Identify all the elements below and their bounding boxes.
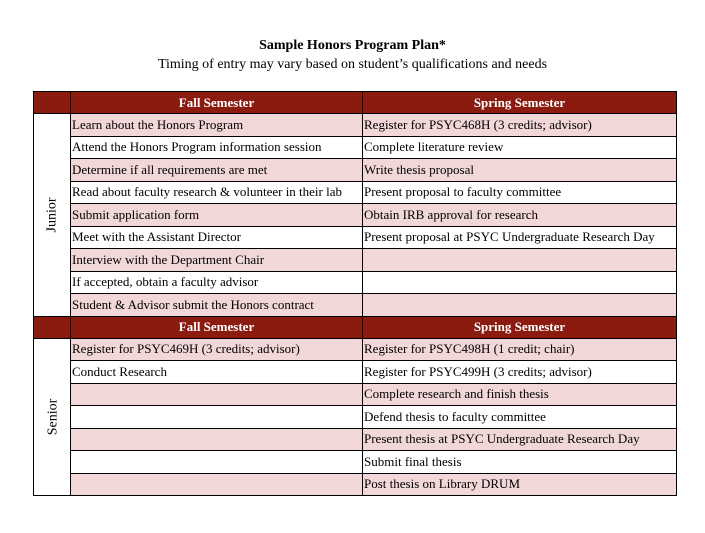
- spring-cell: Obtain IRB approval for research: [363, 204, 677, 227]
- spring-cell: Complete research and finish thesis: [363, 383, 677, 406]
- fall-cell: If accepted, obtain a faculty advisor: [71, 271, 363, 294]
- table-row: [34, 383, 677, 406]
- table-row: [34, 204, 677, 227]
- spring-cell: Register for PSYC499H (3 credits; advisor): [363, 361, 677, 384]
- spring-cell: Defend thesis to faculty committee: [363, 406, 677, 429]
- spring-cell: [363, 294, 677, 317]
- spring-cell: Write thesis proposal: [363, 159, 677, 182]
- table-row: [34, 361, 677, 384]
- fall-cell: Register for PSYC469H (3 credits; advisor): [71, 338, 363, 361]
- spring-semester-header: Spring Semester: [363, 92, 677, 114]
- table-row: [34, 406, 677, 429]
- honors-plan-table: [33, 91, 677, 496]
- page-title: Sample Honors Program Plan*: [259, 38, 446, 53]
- spring-cell: Register for PSYC498H (1 credit; chair): [363, 338, 677, 361]
- senior-year-label: Senior: [45, 398, 61, 436]
- fall-cell: Meet with the Assistant Director: [71, 226, 363, 249]
- fall-cell: Attend the Honors Program information session: [71, 136, 363, 159]
- senior-year-cell: [34, 338, 71, 496]
- spring-cell: Submit final thesis: [363, 451, 677, 474]
- header-corner: [34, 92, 71, 114]
- table-row: [34, 181, 677, 204]
- fall-cell: Conduct Research: [71, 361, 363, 384]
- table-row: [34, 428, 677, 451]
- table-row: [34, 114, 677, 137]
- junior-header-row: [34, 92, 677, 114]
- fall-cell: Student & Advisor submit the Honors contract: [71, 294, 363, 317]
- table-row: [34, 249, 677, 272]
- fall-semester-header: Fall Semester: [71, 92, 363, 114]
- spring-cell: Register for PSYC468H (3 credits; advisor): [363, 114, 677, 137]
- spring-cell: [363, 271, 677, 294]
- spring-cell: Present thesis at PSYC Undergraduate Research Day: [363, 428, 677, 451]
- junior-year-cell: [34, 114, 71, 317]
- spring-cell: Present proposal at PSYC Undergraduate Research Day: [363, 226, 677, 249]
- fall-cell: Determine if all requirements are met: [71, 159, 363, 182]
- table-row: [34, 294, 677, 317]
- fall-cell: [71, 428, 363, 451]
- spring-semester-header: Spring Semester: [363, 316, 677, 338]
- fall-cell: Interview with the Department Chair: [71, 249, 363, 272]
- junior-year-label: Junior: [44, 197, 60, 233]
- fall-semester-header: Fall Semester: [71, 316, 363, 338]
- table-row: [34, 451, 677, 474]
- table-row: [34, 338, 677, 361]
- fall-cell: Read about faculty research & volunteer in their lab: [71, 181, 363, 204]
- spring-cell: [363, 249, 677, 272]
- table-row: [34, 271, 677, 294]
- table-row: [34, 473, 677, 496]
- fall-cell: [71, 451, 363, 474]
- spring-cell: Present proposal to faculty committee: [363, 181, 677, 204]
- header-corner: [34, 316, 71, 338]
- fall-cell: Learn about the Honors Program: [71, 114, 363, 137]
- table-row: [34, 159, 677, 182]
- table-row: [34, 136, 677, 159]
- fall-cell: [71, 473, 363, 496]
- fall-cell: [71, 406, 363, 429]
- table-row: [34, 226, 677, 249]
- spring-cell: Complete literature review: [363, 136, 677, 159]
- fall-cell: Submit application form: [71, 204, 363, 227]
- senior-header-row: [34, 316, 677, 338]
- spring-cell: Post thesis on Library DRUM: [363, 473, 677, 496]
- page-subtitle: Timing of entry may vary based on student’s qualifications and needs: [157, 57, 548, 72]
- fall-cell: [71, 383, 363, 406]
